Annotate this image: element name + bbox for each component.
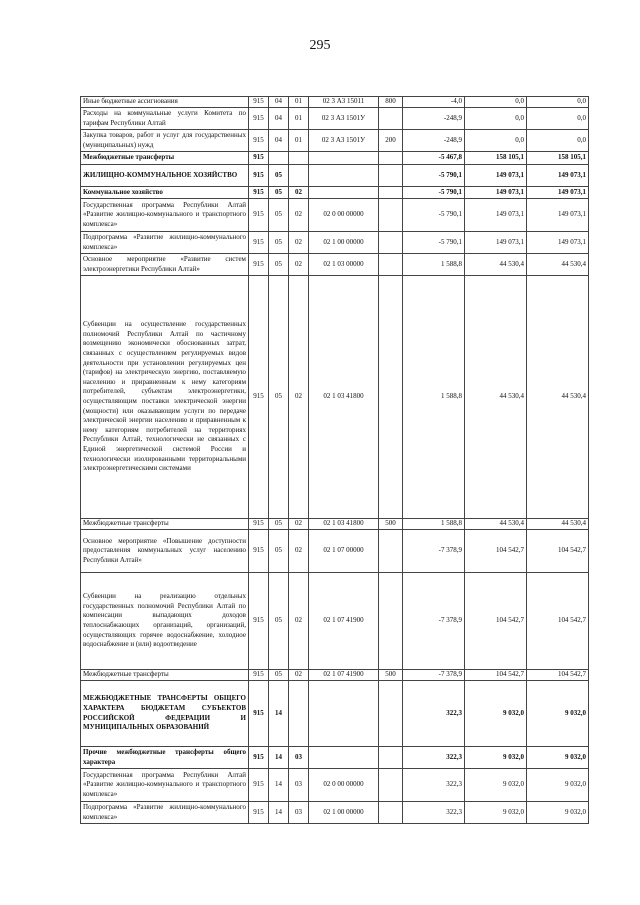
target-article-cell: 02 1 00 00000 <box>309 232 379 254</box>
section-cell: 05 <box>269 573 289 670</box>
grbs-cell: 915 <box>249 108 269 130</box>
subsection-cell: 02 <box>289 199 309 232</box>
grbs-cell: 915 <box>249 187 269 199</box>
table-row <box>81 232 589 254</box>
expense-type-cell <box>379 165 403 187</box>
expense-type-cell: 800 <box>379 97 403 108</box>
expense-type-cell <box>379 747 403 769</box>
table-row <box>81 199 589 232</box>
table-row <box>81 681 589 747</box>
expense-type-cell <box>379 254 403 276</box>
target-article-cell: 02 0 00 00000 <box>309 769 379 802</box>
row-name-cell: Подпрограмма «Развитие жилищно-коммунального комплекса» <box>81 232 249 254</box>
row-name-cell: МЕЖБЮДЖЕТНЫЕ ТРАНСФЕРТЫ ОБЩЕГО ХАРАКТЕРА БЮДЖЕТАМ СУБЪЕКТОВ РОССИЙСКОЙ ФЕДЕРАЦИИ И МУНИЦИПАЛЬНЫХ ОБРАЗОВАНИЙ <box>81 681 249 747</box>
target-article-cell: 02 0 00 00000 <box>309 199 379 232</box>
amount-2-cell: 9 032,0 <box>465 769 527 802</box>
amount-2-cell: 149 073,1 <box>465 165 527 187</box>
subsection-cell: 02 <box>289 519 309 530</box>
section-cell: 04 <box>269 130 289 152</box>
amount-3-cell: 104 542,7 <box>527 670 589 681</box>
table-row <box>81 670 589 681</box>
table-row <box>81 165 589 187</box>
grbs-cell: 915 <box>249 573 269 670</box>
expense-type-cell: 200 <box>379 130 403 152</box>
table-row <box>81 530 589 573</box>
expense-type-cell <box>379 769 403 802</box>
amount-3-cell: 149 073,1 <box>527 165 589 187</box>
table-row <box>81 519 589 530</box>
amount-1-cell: 1 588,8 <box>403 519 465 530</box>
amount-1-cell: 322,3 <box>403 681 465 747</box>
amount-1-cell: -7 378,9 <box>403 670 465 681</box>
row-name-cell: Межбюджетные трансферты <box>81 152 249 165</box>
amount-3-cell: 0,0 <box>527 130 589 152</box>
grbs-cell: 915 <box>249 254 269 276</box>
expense-type-cell <box>379 573 403 670</box>
table-row <box>81 747 589 769</box>
table-body <box>81 97 589 824</box>
amount-1-cell: -5 790,1 <box>403 199 465 232</box>
expense-type-cell <box>379 232 403 254</box>
expense-type-cell <box>379 802 403 824</box>
amount-3-cell: 44 530,4 <box>527 519 589 530</box>
target-article-cell: 02 1 07 41900 <box>309 670 379 681</box>
subsection-cell <box>289 152 309 165</box>
amount-1-cell: -4,0 <box>403 97 465 108</box>
expense-type-cell <box>379 187 403 199</box>
subsection-cell: 01 <box>289 130 309 152</box>
table-row <box>81 152 589 165</box>
row-name-cell: Субвенции на осуществление государственных полномочий Республики Алтай по частичному возмещению экономически обоснованных затрат, связанных с осуществлением регулируемых видов деятельности при установлении регулируемых цен (тарифов) на электрическую энергию, поставляемую населению и приравненным к нему категориям потребителей, субъектам электроэнергетики, осуществляющим поставки электрической энергии (мощности) или оказывающим услуги по передаче электрической энергии населению и приравненным к нему категориям потребителей на территориях Республики Алтай, технологически не связанных с Единой энергетической системой России и технологически изолированными территориальными электроэнергетическими системами <box>81 276 249 519</box>
amount-2-cell: 9 032,0 <box>465 747 527 769</box>
subsection-cell: 03 <box>289 769 309 802</box>
section-cell: 04 <box>269 97 289 108</box>
subsection-cell: 02 <box>289 232 309 254</box>
amount-1-cell: -5 790,1 <box>403 232 465 254</box>
section-cell: 05 <box>269 530 289 573</box>
amount-2-cell: 149 073,1 <box>465 199 527 232</box>
row-name-cell: Субвенции на реализацию отдельных государственных полномочий Республики Алтай по компенсации выпадающих доходов теплоснабжающих организаций, организаций, осуществляющих горячее водоснабжение, холодное водоснабжение и (или) водоотведение <box>81 573 249 670</box>
amount-2-cell: 0,0 <box>465 97 527 108</box>
amount-1-cell: 1 588,8 <box>403 254 465 276</box>
row-name-cell: Закупка товаров, работ и услуг для государственных (муниципальных) нужд <box>81 130 249 152</box>
section-cell: 05 <box>269 199 289 232</box>
table-row <box>81 769 589 802</box>
grbs-cell: 915 <box>249 232 269 254</box>
subsection-cell: 02 <box>289 573 309 670</box>
amount-1-cell: 322,3 <box>403 802 465 824</box>
subsection-cell: 02 <box>289 187 309 199</box>
amount-1-cell: -5 790,1 <box>403 187 465 199</box>
target-article-cell: 02 3 А3 15011 <box>309 97 379 108</box>
expense-type-cell <box>379 530 403 573</box>
amount-1-cell: 1 588,8 <box>403 276 465 519</box>
row-name-cell: Расходы на коммунальные услуги Комитета по тарифам Республики Алтай <box>81 108 249 130</box>
expense-type-cell <box>379 199 403 232</box>
subsection-cell: 01 <box>289 108 309 130</box>
amount-3-cell: 158 105,1 <box>527 152 589 165</box>
grbs-cell: 915 <box>249 802 269 824</box>
section-cell: 05 <box>269 187 289 199</box>
amount-1-cell: -7 378,9 <box>403 573 465 670</box>
expense-type-cell <box>379 681 403 747</box>
amount-2-cell: 104 542,7 <box>465 530 527 573</box>
section-cell: 05 <box>269 276 289 519</box>
amount-2-cell: 149 073,1 <box>465 187 527 199</box>
subsection-cell: 03 <box>289 747 309 769</box>
grbs-cell: 915 <box>249 276 269 519</box>
section-cell: 14 <box>269 769 289 802</box>
amount-2-cell: 149 073,1 <box>465 232 527 254</box>
grbs-cell: 915 <box>249 152 269 165</box>
amount-3-cell: 0,0 <box>527 108 589 130</box>
section-cell: 05 <box>269 254 289 276</box>
section-cell: 05 <box>269 519 289 530</box>
target-article-cell: 02 1 00 00000 <box>309 802 379 824</box>
row-name-cell: ЖИЛИЩНО-КОММУНАЛЬНОЕ ХОЗЯЙСТВО <box>81 165 249 187</box>
grbs-cell: 915 <box>249 130 269 152</box>
grbs-cell: 915 <box>249 519 269 530</box>
section-cell <box>269 152 289 165</box>
amount-1-cell: -5 467,8 <box>403 152 465 165</box>
target-article-cell <box>309 681 379 747</box>
target-article-cell <box>309 165 379 187</box>
amount-3-cell: 149 073,1 <box>527 187 589 199</box>
amount-3-cell: 9 032,0 <box>527 802 589 824</box>
target-article-cell: 02 3 А3 1501У <box>309 108 379 130</box>
table-row <box>81 130 589 152</box>
table-row <box>81 254 589 276</box>
amount-3-cell: 149 073,1 <box>527 232 589 254</box>
amount-2-cell: 158 105,1 <box>465 152 527 165</box>
amount-2-cell: 0,0 <box>465 130 527 152</box>
expense-type-cell <box>379 108 403 130</box>
budget-table <box>80 96 589 824</box>
section-cell: 05 <box>269 670 289 681</box>
table-row <box>81 573 589 670</box>
amount-1-cell: 322,3 <box>403 769 465 802</box>
row-name-cell: Прочие межбюджетные трансферты общего характера <box>81 747 249 769</box>
target-article-cell <box>309 747 379 769</box>
amount-3-cell: 9 032,0 <box>527 681 589 747</box>
target-article-cell: 02 1 03 00000 <box>309 254 379 276</box>
amount-2-cell: 104 542,7 <box>465 573 527 670</box>
grbs-cell: 915 <box>249 681 269 747</box>
grbs-cell: 915 <box>249 199 269 232</box>
target-article-cell: 02 1 03 41800 <box>309 276 379 519</box>
table-row <box>81 187 589 199</box>
row-name-cell: Основное мероприятие «Развитие систем электроэнергетики Республики Алтай» <box>81 254 249 276</box>
expense-type-cell: 500 <box>379 519 403 530</box>
grbs-cell: 915 <box>249 165 269 187</box>
amount-2-cell: 9 032,0 <box>465 802 527 824</box>
row-name-cell: Государственная программа Республики Алтай «Развитие жилищно-коммунального и транспортного комплекса» <box>81 199 249 232</box>
amount-1-cell: -5 790,1 <box>403 165 465 187</box>
section-cell: 05 <box>269 165 289 187</box>
amount-1-cell: -248,9 <box>403 130 465 152</box>
subsection-cell <box>289 681 309 747</box>
grbs-cell: 915 <box>249 97 269 108</box>
amount-3-cell: 9 032,0 <box>527 747 589 769</box>
subsection-cell: 02 <box>289 530 309 573</box>
row-name-cell: Коммунальное хозяйство <box>81 187 249 199</box>
amount-2-cell: 44 530,4 <box>465 254 527 276</box>
amount-3-cell: 9 032,0 <box>527 769 589 802</box>
amount-3-cell: 104 542,7 <box>527 573 589 670</box>
grbs-cell: 915 <box>249 769 269 802</box>
target-article-cell: 02 1 03 41800 <box>309 519 379 530</box>
grbs-cell: 915 <box>249 747 269 769</box>
subsection-cell <box>289 165 309 187</box>
expense-type-cell <box>379 152 403 165</box>
amount-3-cell: 149 073,1 <box>527 199 589 232</box>
row-name-cell: Иные бюджетные ассигнования <box>81 97 249 108</box>
subsection-cell: 02 <box>289 276 309 519</box>
amount-3-cell: 44 530,4 <box>527 254 589 276</box>
row-name-cell: Основное мероприятие «Повышение доступности предоставления коммунальных услуг населению Республики Алтай» <box>81 530 249 573</box>
row-name-cell: Государственная программа Республики Алтай «Развитие жилищно-коммунального и транспортного комплекса» <box>81 769 249 802</box>
amount-1-cell: 322,3 <box>403 747 465 769</box>
section-cell: 14 <box>269 681 289 747</box>
amount-1-cell: -248,9 <box>403 108 465 130</box>
subsection-cell: 02 <box>289 670 309 681</box>
table-row <box>81 97 589 108</box>
subsection-cell: 01 <box>289 97 309 108</box>
target-article-cell <box>309 187 379 199</box>
amount-2-cell: 44 530,4 <box>465 276 527 519</box>
row-name-cell: Подпрограмма «Развитие жилищно-коммунального комплекса» <box>81 802 249 824</box>
amount-1-cell: -7 378,9 <box>403 530 465 573</box>
amount-2-cell: 44 530,4 <box>465 519 527 530</box>
amount-3-cell: 0,0 <box>527 97 589 108</box>
section-cell: 14 <box>269 802 289 824</box>
expense-type-cell <box>379 276 403 519</box>
section-cell: 04 <box>269 108 289 130</box>
page-number: 295 <box>309 38 331 53</box>
table-row <box>81 802 589 824</box>
amount-3-cell: 44 530,4 <box>527 276 589 519</box>
amount-2-cell: 0,0 <box>465 108 527 130</box>
section-cell: 05 <box>269 232 289 254</box>
expense-type-cell: 500 <box>379 670 403 681</box>
subsection-cell: 03 <box>289 802 309 824</box>
target-article-cell: 02 3 А3 1501У <box>309 130 379 152</box>
target-article-cell: 02 1 07 41900 <box>309 573 379 670</box>
row-name-cell: Межбюджетные трансферты <box>81 519 249 530</box>
amount-3-cell: 104 542,7 <box>527 530 589 573</box>
grbs-cell: 915 <box>249 530 269 573</box>
table-row <box>81 276 589 519</box>
row-name-cell: Межбюджетные трансферты <box>81 670 249 681</box>
subsection-cell: 02 <box>289 254 309 276</box>
target-article-cell: 02 1 07 00000 <box>309 530 379 573</box>
target-article-cell <box>309 152 379 165</box>
amount-2-cell: 104 542,7 <box>465 670 527 681</box>
section-cell: 14 <box>269 747 289 769</box>
amount-2-cell: 9 032,0 <box>465 681 527 747</box>
grbs-cell: 915 <box>249 670 269 681</box>
table-row <box>81 108 589 130</box>
